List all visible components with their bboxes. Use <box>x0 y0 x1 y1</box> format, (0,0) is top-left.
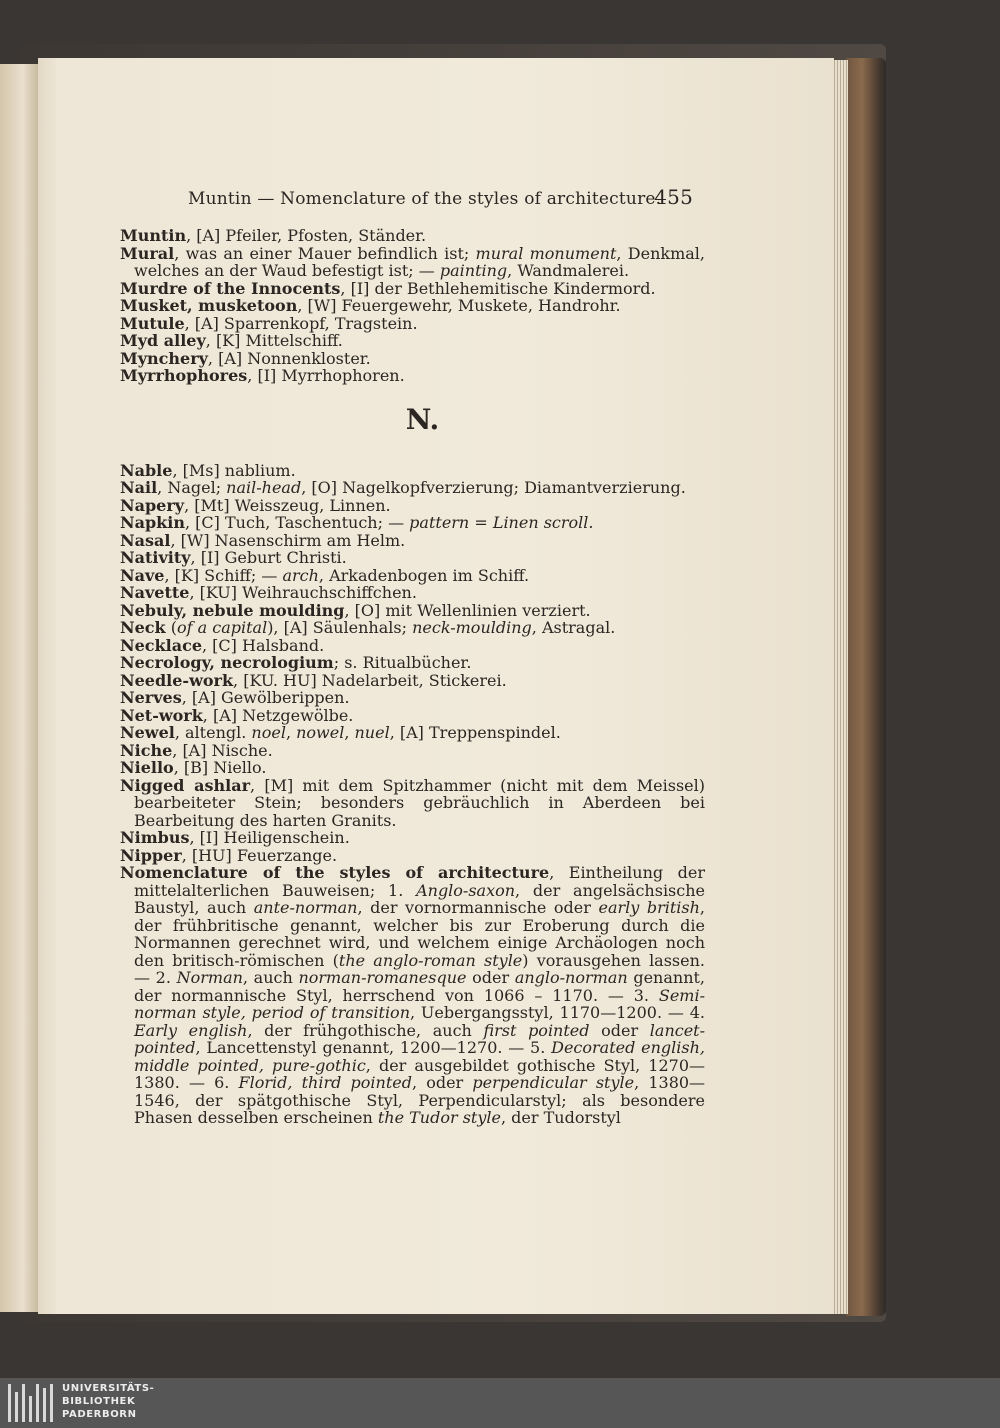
library-logo-icon <box>8 1384 56 1422</box>
library-footer <box>0 1378 1000 1428</box>
dictionary-entry: Mutule, [A] Sparrenkopf, Tragstein. <box>120 313 418 333</box>
dictionary-entry: Napkin, [C] Tuch, Taschentuch; — pattern = Linen scroll. <box>120 513 594 532</box>
dictionary-entry: Nomenclature of the styles of architecture, Eintheilung der mittelalterlichen Bauweisen; 1. Anglo-saxon, der angelsächsische Baustyl, auch ante-norman, der vornormannische oder early british, der frühbritische genannt, welcher bis zur Eroberung durch die Normannen gerechnet wird, und welchem einige Archäologen noch den britisch-römischen (the anglo-roman style) vorausgehen lassen. — 2. Norman, auch norman-romanesque oder anglo-norman genannt, der normannische Styl, herrschend von 1066 – 1170. — 3. Semi-norman style, period of transition, Uebergangsstyl, 1170—1200. — 4. Early english, der frühgothische, auch first pointed oder lancet-pointed, Lancettenstyl genannt, 1200—1270. — 5. Decorated english, middle pointed, pure-gothic, der ausgebildet gothische Styl, 1270—1380. — 6. Florid, third pointed, oder perpendicular style, 1380—1546, der spätgothische Styl, Perpendicularstyl; als besondere Phasen desselben erscheinen the Tudor style, der Tudorstyl <box>120 863 706 1127</box>
dictionary-entry: Necrology, necrologium; s. Ritualbücher. <box>120 653 472 672</box>
dictionary-entry: Myd alley, [K] Mittelschiff. <box>120 331 343 350</box>
library-name-line1: UNIVERSITÄTS- <box>62 1383 155 1394</box>
dictionary-entry: Mural, was an einer Mauer befindlich ist; mural monument, Denkmal, welches an der Waud befestigt ist; — painting, Wandmalerei. <box>120 243 705 280</box>
page-number: 455 <box>654 185 693 209</box>
dictionary-entry: Musket, musketoon, [W] Feuergewehr, Muskete, Handrohr. <box>120 296 621 315</box>
dictionary-entry: Nasal, [W] Nasenschirm am Helm. <box>120 530 406 550</box>
dictionary-entry: Newel, altengl. noel, nowel, nuel, [A] Treppenspindel. <box>120 723 561 742</box>
dictionary-entry: Navette, [KU] Weihrauchschiffchen. <box>120 583 417 602</box>
dictionary-entry: Nimbus, [I] Heiligenschein. <box>120 828 350 847</box>
dictionary-entry: Nable, [Ms] nablium. <box>120 460 296 480</box>
section-letter: N. <box>405 402 440 436</box>
library-name <box>62 1382 154 1421</box>
dictionary-entry: Nave, [K] Schiff; — arch, Arkadenbogen im Schiff. <box>120 565 530 585</box>
dictionary-entry: Nipper, [HU] Feuerzange. <box>120 845 338 865</box>
entries-section-n <box>120 462 705 1127</box>
dictionary-entry: Net-work, [A] Netzgewölbe. <box>120 705 354 725</box>
dictionary-entry: Nigged ashlar, [M] mit dem Spitzhammer (nicht mit dem Meissel) bearbeiteter Stein; besonders gebräuchlich in Aberdeen bei Bearbeitung des harten Granits. <box>120 775 705 830</box>
dictionary-entry: Nativity, [I] Geburt Christi. <box>120 548 347 567</box>
dictionary-entry: Nebuly, nebule moulding, [O] mit Wellenlinien verziert. <box>120 600 591 620</box>
dictionary-entry: Niche, [A] Nische. <box>120 740 273 760</box>
library-name-line3: PADERBORN <box>62 1409 137 1420</box>
dictionary-entry: Nail, Nagel; nail-head, [O] Nagelkopfverzierung; Diamantverzierung. <box>120 478 686 497</box>
dictionary-entry: Murdre of the Innocents, [I] der Bethlehemitische Kindermord. <box>120 278 656 298</box>
dictionary-entry: Necklace, [C] Halsband. <box>120 635 325 655</box>
dictionary-entry: Needle-work, [KU. HU] Nadelarbeit, Stickerei. <box>120 670 507 690</box>
dictionary-entry: Myrrhophores, [I] Myrrhophoren. <box>120 366 405 385</box>
dictionary-entry: Napery, [Mt] Weisszeug, Linnen. <box>120 495 391 515</box>
previous-page-edge <box>0 64 38 1312</box>
dictionary-entry: Mynchery, [A] Nonnenkloster. <box>120 348 371 368</box>
entries-section-m <box>120 227 705 385</box>
cover-edge <box>846 58 886 1316</box>
dictionary-entry: Neck (of a capital), [A] Säulenhals; neck-moulding, Astragal. <box>120 618 616 637</box>
library-name-line2: BIBLIOTHEK <box>62 1396 136 1407</box>
dictionary-entry: Nerves, [A] Gewölberippen. <box>120 688 350 707</box>
running-head <box>120 185 705 215</box>
dictionary-entry: Niello, [B] Niello. <box>120 758 267 777</box>
dictionary-entry: Muntin, [A] Pfeiler, Pfosten, Ständer. <box>120 226 427 245</box>
page-content <box>120 185 705 1127</box>
running-head-title: Muntin — Nomenclature of the styles of architecture. <box>188 189 662 209</box>
